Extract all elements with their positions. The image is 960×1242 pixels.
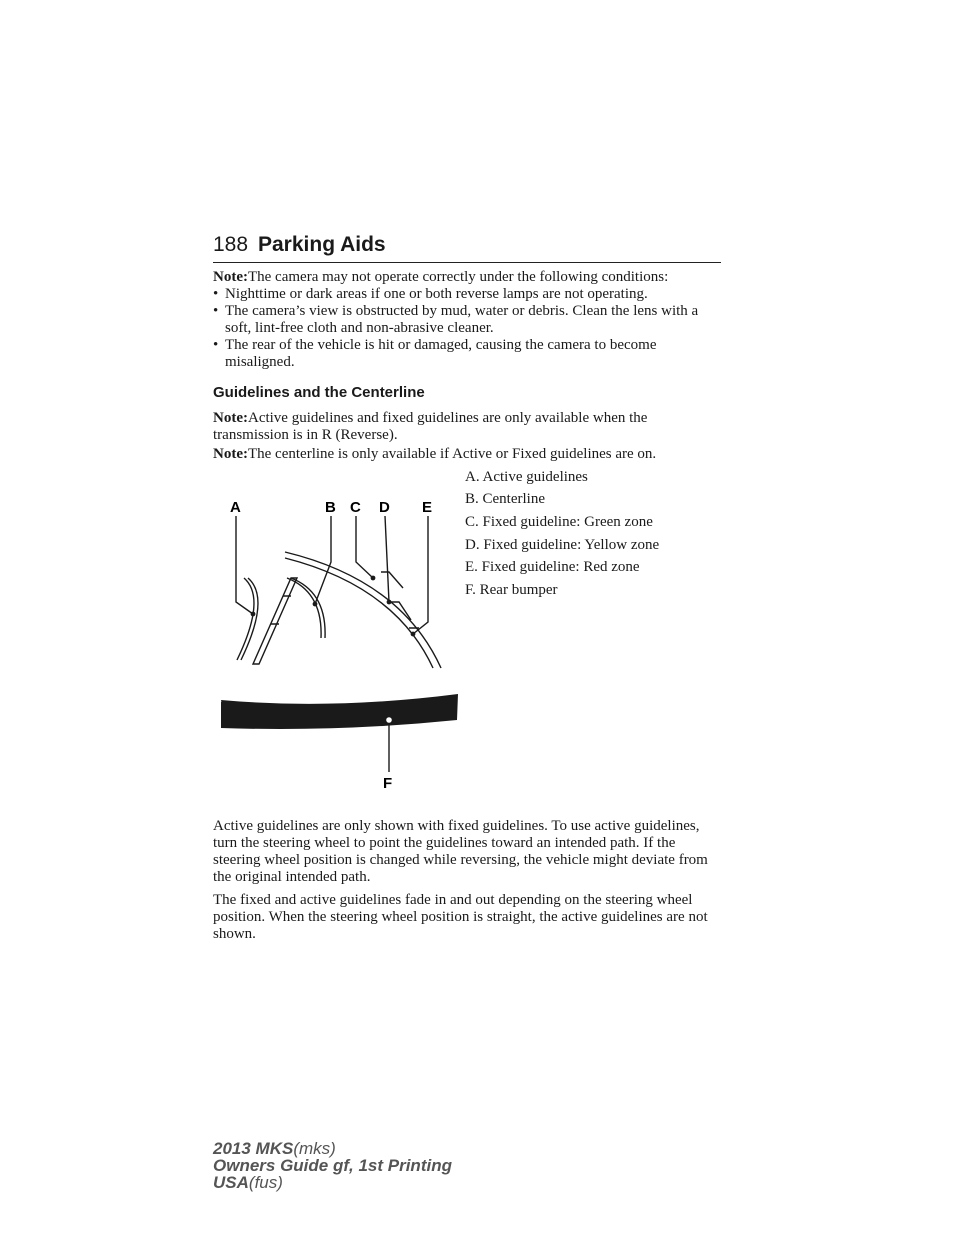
active-guideline-a-inner — [241, 578, 258, 660]
note-label: Note: — [213, 410, 248, 426]
bullet-dot: • — [213, 303, 219, 319]
leader-a — [236, 516, 253, 614]
marker-c — [371, 576, 376, 581]
page-header — [213, 232, 721, 263]
section-title: Parking Aids — [258, 233, 386, 256]
label-b: B — [325, 499, 336, 516]
marker-a — [251, 612, 256, 617]
note-centerline — [213, 446, 723, 463]
leader-c — [356, 516, 373, 578]
legend-item-d: D. Fixed guideline: Yellow zone — [465, 537, 660, 553]
centerline-b-inner — [291, 578, 325, 638]
label-d: D — [379, 499, 390, 516]
page-number: 188 — [213, 233, 249, 256]
paragraph: Active guidelines are only shown with fixed guidelines. To use active guidelines, turn the steering wheel to point the guidelines toward an intended path. If the steering wheel position is changed while reversing, the vehicle might deviate from the original intended path. — [213, 818, 708, 885]
legend-item-b: B. Centerline — [465, 491, 545, 507]
leader-d — [385, 516, 389, 602]
note-conditions — [213, 269, 723, 286]
note-availability — [213, 410, 723, 444]
paragraph: The fixed and active guidelines fade in and out depending on the steering wheel position. When the steering wheel position is straight, the active guidelines are not shown. — [213, 892, 708, 942]
footer-line-2: Owners Guide gf, 1st Printing — [213, 1156, 452, 1175]
legend-item-c: C. Fixed guideline: Green zone — [465, 514, 653, 530]
bullet-dot: • — [213, 286, 219, 302]
bullet-text: The camera’s view is obstructed by mud, water or debris. Clean the lens with a soft, lint-free cloth and non-abrasive cleaner. — [225, 303, 699, 336]
label-e: E — [422, 499, 433, 516]
active-guideline-a — [237, 578, 254, 660]
legend-item-a: A. Active guidelines — [465, 469, 588, 485]
marker-f — [386, 717, 393, 724]
note-text: The camera may not operate correctly under the following conditions: — [247, 269, 669, 285]
note-text: Active guidelines and fixed guidelines are only available when the transmission is in R (Reverse). — [213, 410, 648, 443]
list-item — [213, 303, 723, 337]
legend-item-f: F. Rear bumper — [465, 582, 558, 598]
leader-b — [315, 516, 331, 604]
note-label: Note: — [213, 446, 248, 462]
legend-item-e: E. Fixed guideline: Red zone — [465, 559, 640, 575]
footer-model-code: (mks) — [293, 1139, 336, 1158]
label-a: A — [230, 499, 241, 516]
bullet-dot: • — [213, 337, 219, 353]
footer-line-1 — [213, 1140, 452, 1157]
marker-d — [387, 600, 392, 605]
label-c: C — [350, 499, 361, 516]
guidelines-diagram — [213, 492, 463, 792]
fixed-guideline-right-inner — [285, 558, 433, 668]
leader-e — [413, 516, 428, 634]
list-item — [213, 286, 723, 303]
footer-line-3 — [213, 1174, 452, 1191]
label-f: F — [383, 775, 393, 792]
list-item — [213, 337, 723, 371]
bullet-text: The rear of the vehicle is hit or damaged, causing the camera to become misaligned. — [225, 337, 657, 370]
centerline-b — [287, 578, 321, 638]
page-footer — [213, 1140, 452, 1191]
subheading: Guidelines and the Centerline — [213, 384, 425, 401]
footer-market-code: (fus) — [248, 1173, 283, 1192]
note-text: The centerline is only available if Active or Fixed guidelines are on. — [247, 446, 657, 462]
fixed-guideline-left — [253, 578, 297, 664]
marker-e — [411, 632, 416, 637]
bullet-text: Nighttime or dark areas if one or both reverse lamps are not operating. — [225, 286, 648, 302]
marker-b — [313, 602, 318, 607]
footer-market: USA — [213, 1173, 249, 1192]
footer-model: 2013 MKS — [213, 1139, 294, 1158]
note-label: Note: — [213, 269, 248, 285]
